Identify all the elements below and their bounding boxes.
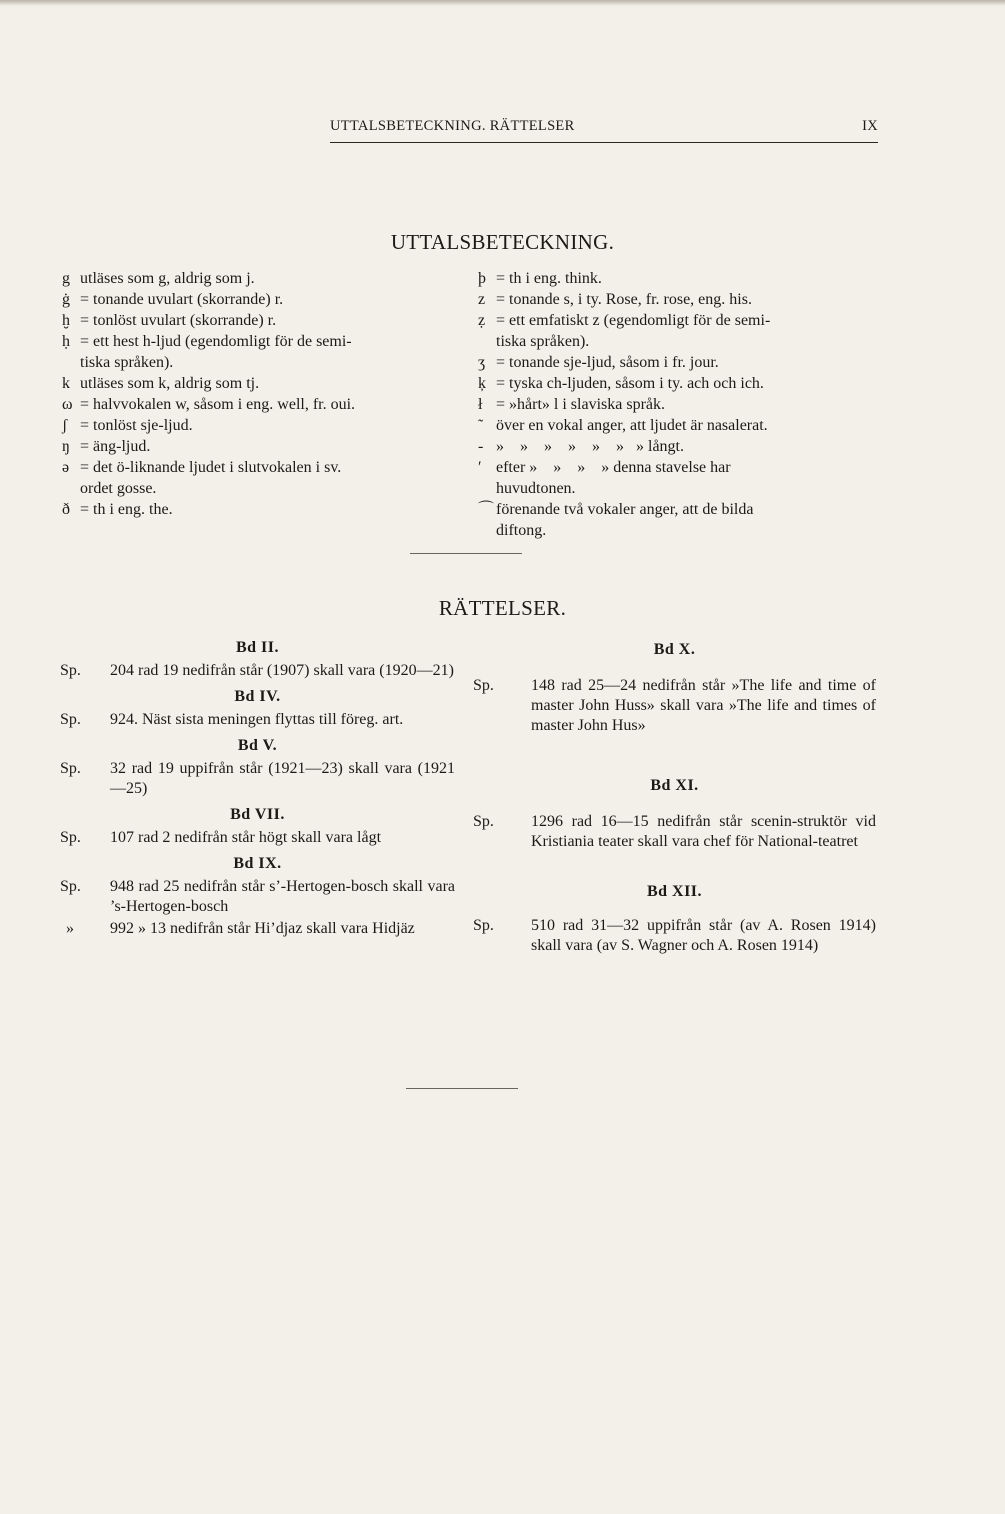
pron-line: tiska språken). xyxy=(496,333,590,350)
pron-line: g utläses som g, aldrig som j. xyxy=(62,270,255,287)
running-head-rule xyxy=(330,142,878,143)
pron-line: þ = th i eng. think. xyxy=(478,270,602,287)
correction-entry xyxy=(60,759,455,799)
pron-line: ġ = tonande uvulart (skorrande) r. xyxy=(62,291,284,308)
volume-heading: Bd II. xyxy=(235,639,280,656)
column-abbrev: Sp. xyxy=(60,760,81,777)
volume-heading: Bd VII. xyxy=(230,806,285,823)
volume-block xyxy=(473,776,876,852)
correction-entry xyxy=(473,812,876,852)
pron-line: ə = det ö-liknande ljudet i slutvokalen i sv. xyxy=(62,459,342,476)
end-divider xyxy=(406,1088,518,1089)
volume-heading: Bd X. xyxy=(653,641,696,658)
pron-line: huvudtonen. xyxy=(496,480,576,497)
correction-entry xyxy=(473,676,876,736)
pron-line: ′ efter » » » » denna stavelse har xyxy=(478,459,731,476)
column-abbrev: Sp. xyxy=(473,917,494,934)
pron-line: - » » » » » » » långt. xyxy=(478,438,684,455)
pron-line: ω = halvvokalen w, såsom i eng. well, fr. oui. xyxy=(62,396,356,413)
volume-block xyxy=(60,854,455,939)
column-abbrev: Sp. xyxy=(60,878,81,895)
correction-text: 204 rad 19 nedifrån står (1907) skall vara (1920—21) xyxy=(110,662,454,679)
correction-text: 32 rad 19 uppifrån står (1921—23) skall vara (1921—25) xyxy=(110,760,455,797)
volume-heading: Bd XI. xyxy=(650,777,699,794)
pron-line: z = tonande s, i ty. Rose, fr. rose, eng. his. xyxy=(478,291,752,308)
pron-line: ⌒ förenande två vokaler anger, att de bilda xyxy=(478,501,754,518)
pron-line: ʒ = tonande sje-ljud, såsom i fr. jour. xyxy=(478,354,719,371)
column-abbrev: Sp. xyxy=(473,813,494,830)
pron-line: ḥ = ett hest h-ljud (egendomligt för de semi- xyxy=(62,333,352,350)
pron-line: ˜ över en vokal anger, att ljudet är nasalerat. xyxy=(478,417,768,434)
correction-entry xyxy=(60,828,455,848)
page-number: IX xyxy=(862,118,878,134)
column-abbrev: Sp. xyxy=(473,677,494,694)
column-abbrev: Sp. xyxy=(60,829,81,846)
volume-block xyxy=(60,736,455,799)
page-top-edge xyxy=(0,0,1005,6)
volume-heading: Bd XII. xyxy=(646,883,703,900)
corrections-left-column xyxy=(60,632,455,941)
column-abbrev: » xyxy=(66,920,74,937)
volume-heading: Bd IV. xyxy=(234,688,281,705)
correction-text: 1296 rad 16—15 nedifrån står scenin-struktör vid Kristiania teater skall vara chef för National-teatret xyxy=(531,813,876,850)
pron-line: ŋ = äng-ljud. xyxy=(62,438,151,455)
correction-text: 924. Näst sista meningen flyttas till föreg. art. xyxy=(110,711,404,728)
correction-text: 510 rad 31—32 uppifrån står (av A. Rosen 1914) skall vara (av S. Wagner och A. Rosen 1914) xyxy=(531,917,876,954)
pron-line: diftong. xyxy=(496,522,547,539)
corrections-title: RÄTTELSER. xyxy=(438,596,567,620)
volume-block xyxy=(60,687,455,730)
pronunciation-title: UTTALSBETECKNING. xyxy=(390,230,615,254)
volume-heading: Bd V. xyxy=(237,737,278,754)
correction-text: 107 rad 2 nedifrån står högt skall vara lågt xyxy=(110,829,382,846)
correction-entry xyxy=(473,916,876,956)
pron-line: ʃ = tonlöst sje-ljud. xyxy=(62,417,193,434)
volume-block xyxy=(60,805,455,848)
running-head-title: UTTALSBETECKNING. RÄTTELSER xyxy=(330,118,575,134)
correction-text: 992 » 13 nedifrån står Hi’djaz skall vara Hidjäz xyxy=(110,920,415,937)
volume-block xyxy=(473,882,876,956)
volume-block xyxy=(473,640,876,736)
pron-line: ð = th i eng. the. xyxy=(62,501,173,518)
pron-line: ẓ = ett emfatiskt z (egendomligt för de semi- xyxy=(478,312,771,329)
correction-text: 148 rad 25—24 nedifrån står »The life and time of master John Huss» skall vara »The life and times of master John Hus» xyxy=(531,677,876,734)
column-abbrev: Sp. xyxy=(60,662,81,679)
pronunciation-left-column xyxy=(62,268,462,520)
volume-block xyxy=(60,638,455,681)
volume-heading: Bd IX. xyxy=(233,855,282,872)
correction-text: 948 rad 25 nedifrån står s’-Hertogen-bosch skall vara ’s-Hertogen-bosch xyxy=(110,878,455,915)
correction-entry xyxy=(60,661,455,681)
pronunciation-right-column xyxy=(478,268,878,541)
pron-line: tiska språken). xyxy=(80,354,174,371)
pron-line: k utläses som k, aldrig som tj. xyxy=(62,375,260,392)
pron-line: ḫ = tonlöst uvulart (skorrande) r. xyxy=(62,312,277,329)
corrections-right-column xyxy=(473,634,876,958)
pron-line: ķ = tyska ch-ljuden, såsom i ty. ach och ich. xyxy=(478,375,764,392)
section-divider xyxy=(410,553,522,554)
pron-line: ł = »hårt» l i slaviska språk. xyxy=(478,396,665,413)
pron-line: ordet gosse. xyxy=(80,480,157,497)
column-abbrev: Sp. xyxy=(60,711,81,728)
correction-entry xyxy=(60,877,455,917)
correction-entry xyxy=(60,919,455,939)
correction-entry xyxy=(60,710,455,730)
